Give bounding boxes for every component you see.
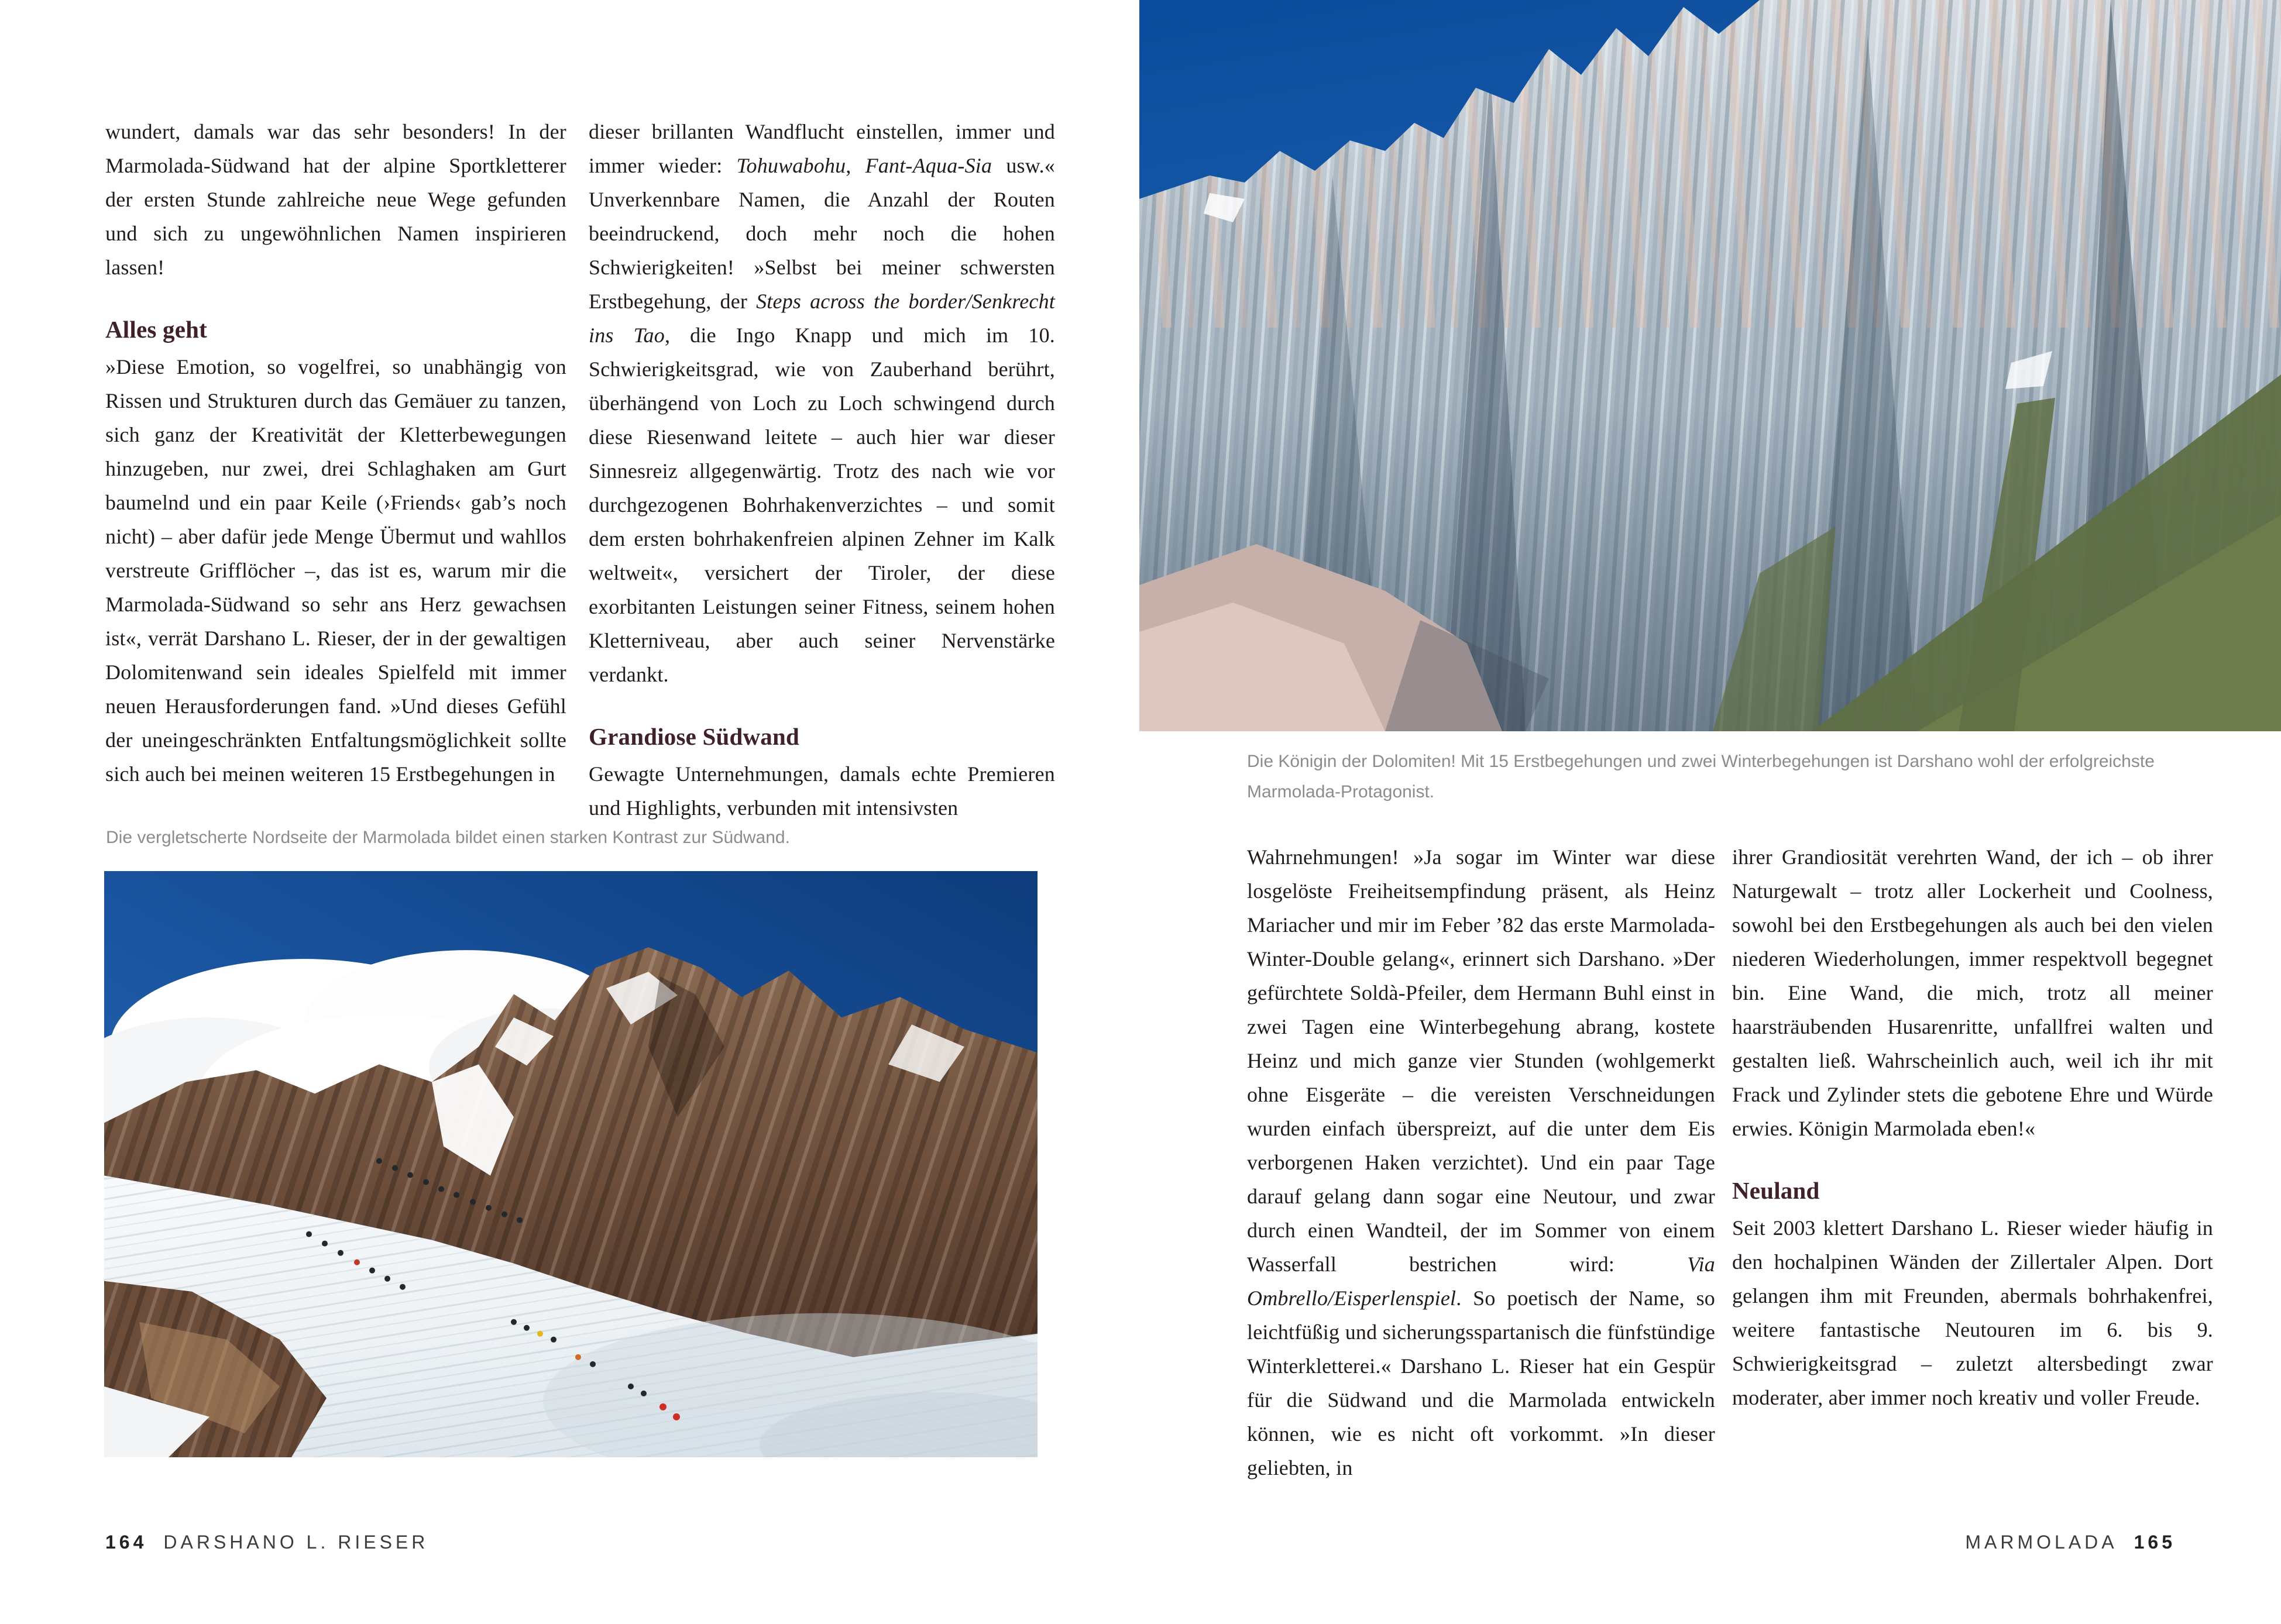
body-paragraph: Wahrnehmungen! »Ja sogar im Winter war diese losgelöste Freiheitsempfindung präsent, als Heinz Mariacher und mir im Feber ’82 das erste Marmolada-Winter-Double gelang«, erinnert sich Darshano. »Der gefürchtete Soldà-Pfeiler, dem Hermann Buhl einst in zwei Tagen eine Winterbegehung abrang, kostete Heinz und mich ganze vier Stunden (wohlgemerkt ohne Eisgeräte – die vereisten Verschneidungen wurden einfach überspreizt, auf die unter dem Eis verborgenen Haken verzichtet). Und ein paar Tage darauf gelang dann sogar eine Neutour, und zwar durch einen Wandteil, der im Sommer von einem Wasserfall bestrichen wird: Via Ombrello/Eisperlenspiel. So poetisch der Name, so leichtfüßig und sicherungsspartanisch die fünfstündige Winterkletterei.« Darshano L. Rieser hat ein Gespür für die Südwand und die Marmolada entwickeln können, wie es nicht oft vorkommt. »In dieser geliebten, in (1247, 845, 1715, 1480)
body-paragraph: wundert, damals war das sehr besonders! In der Marmolada-Südwand hat der alpine Sportkletterer der ersten Stunde zahlreiche neue Wege gefunden und sich zu ungewöhnlichen Namen inspirieren lassen! (105, 120, 566, 279)
body-paragraph: Gewagte Unternehmungen, damals echte Premieren und Highlights, verbunden mit intensivsten (589, 762, 1055, 820)
footer-section-label: DARSHANO L. RIESER (163, 1532, 429, 1553)
left-page-column-2 (589, 115, 1055, 825)
page-number: 164 (105, 1532, 147, 1553)
glacier-photo-art (104, 871, 1038, 1457)
section-heading-grandiose-suedwand: Grandiose Südwand (589, 723, 800, 750)
page-number: 165 (2134, 1532, 2176, 1553)
south-face-photo-caption: Die Königin der Dolomiten! Mit 15 Erstbegehungen und zwei Winterbegehungen ist Darshano wohl der erfolgreichste Marmolada-Protagonist. (1247, 752, 2155, 801)
body-paragraph: Seit 2003 klettert Darshano L. Rieser wieder häufig in den hochalpinen Wänden der Zillertaler Alpen. Dort gelangen ihm mit Freunden, abermals bohrhakenfrei, weitere fantastische Neutouren im 6. bis 9. Schwierigkeitsgrad – zuletzt altersbedingt zwar moderater, aber immer noch kreativ und voller Freude. (1732, 1216, 2213, 1409)
left-page-footer (105, 1532, 428, 1553)
body-paragraph: »Diese Emotion, so vogelfrei, so unabhängig von Rissen und Strukturen durch das Gemäuer zu tanzen, sich ganz der Kreativität der Kletterbewegungen hinzugeben, nur zwei, drei Schlaghaken am Gurt baumelnd und ein paar Keile (›Friends‹ gab’s noch nicht) – aber dafür jede Menge Übermut und wahllos verstreute Grifflöcher –, das ist es, warum mir die Marmolada-Südwand so sehr ans Herz gewachsen ist«, verrät Darshano L. Rieser, der in der gewaltigen Dolomitenwand sein ideales Spielfeld mit immer neuen Herausforderungen fand. »Und dieses Gefühl der uneingeschränkten Entfaltungsmöglichkeit sollte sich auch bei meinen weiteren 15 Erstbegehungen in (105, 355, 566, 786)
right-page-column-2 (1732, 840, 2213, 1415)
south-face-photo-art (1139, 0, 2281, 731)
right-page-footer (1965, 1532, 2176, 1553)
body-paragraph: dieser brillanten Wandflucht einstellen, immer und immer wieder: Tohuwabohu, Fant-Aqua-Sia usw.« Unverkennbare Namen, die Anzahl der Routen beeindruckend, doch mehr noch die hohen Schwierigkeiten! »Selbst bei meiner schwersten Erstbegehung, der Steps across the border/Senkrecht ins Tao, die Ingo Knapp und mich im 10. Schwierigkeitsgrad, wie von Zauberhand berührt, überhängend von Loch zu Loch schwingend durch diese Riesenwand leitete – auch hier war dieser Sinnesreiz allgegenwärtig. Trotz des nach wie vor durchgezogenen Bohrhakenverzichtes – und somit dem ersten bohrhakenfreien alpinen Zehner im Kalk weltweit«, versichert der Tiroler, der diese exorbitanten Leistungen seiner Fitness, seinem hohen Kletterniveau, aber auch seiner Nervenstärke verdankt. (589, 120, 1055, 686)
footer-section-label: MARMOLADA (1965, 1532, 2118, 1553)
left-page-column-1 (105, 115, 566, 791)
glacier-photo-caption: Die vergletscherte Nordseite der Marmolada bildet einen starken Kontrast zur Südwand. (106, 828, 790, 847)
body-paragraph: ihrer Grandiosität verehrten Wand, der ich – ob ihrer Naturgewalt – trotz aller Lockerheit und Coolness, sowohl bei den Erstbegehungen als auch bei den vielen niederen Wiederholungen, immer respektvoll begegnet bin. Eine Wand, die mich, trotz all meiner haarsträubenden Husarenritte, unfallfrei walten und gestalten ließ. Wahrscheinlich auch, weil ich ihr mit Frack und Zylinder stets die gebotene Ehre und Würde erwies. Königin Marmolada eben!« (1732, 845, 2213, 1140)
section-heading-neuland: Neuland (1732, 1177, 1820, 1204)
glacier-north-face-photo (104, 871, 1038, 1457)
marmolada-south-face-photo (1139, 0, 2281, 731)
right-page-column-1 (1247, 840, 1715, 1485)
section-heading-alles-geht: Alles geht (105, 316, 207, 343)
